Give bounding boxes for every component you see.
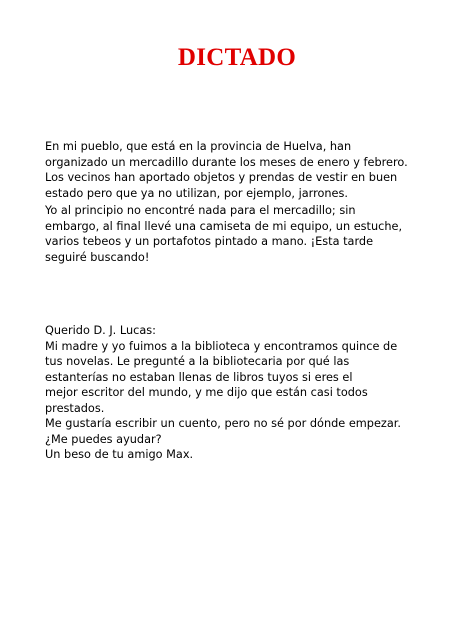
paragraph-line: seguiré buscando! [45,250,150,264]
letter-line: prestados. [45,401,105,415]
paragraph-line: varios tebeos y un portafotos pintado a mano. ¡Esta tarde [45,235,374,248]
letter-line: estanterías no estaban llenas de libros tuyos si eres el [45,370,353,384]
letter-line: Mi madre y yo fuimos a la biblioteca y encontramos quince de [45,339,398,353]
paragraph-2 [45,203,445,265]
letter-line: Me gustaría escribir un cuento, pero no sé por dónde empezar. [45,417,401,430]
paragraph-line: embargo, al final llevé una camiseta de mi equipo, un estuche, [45,219,403,233]
paragraph-line: organizado un mercadillo durante los meses de enero y febrero. [45,155,408,169]
letter-block [45,323,445,463]
paragraph-line: En mi pueblo, que está en la provincia de Huelva, han [45,140,352,153]
letter-signature: Un beso de tu amigo Max. [45,448,194,461]
letter-line: mejor escritor del mundo, y me dijo que están casi todos [45,386,368,399]
letter-line: tus novelas. Le pregunté a la bibliotecaria por qué las [45,355,350,368]
document-title: DICTADO [177,44,297,71]
letter-greeting: Querido D. J. Lucas: [45,324,156,337]
paragraph-line: Los vecinos han aportado objetos y prendas de vestir en buen [45,171,398,184]
paragraph-line: Yo al principio no encontré nada para el mercadillo; sin [45,204,356,217]
paragraph-line: estado pero que ya no utilizan, por ejemplo, jarrones. [45,186,348,200]
letter-line: ¿Me puedes ayudar? [45,432,162,446]
paragraph-1 [45,139,445,201]
